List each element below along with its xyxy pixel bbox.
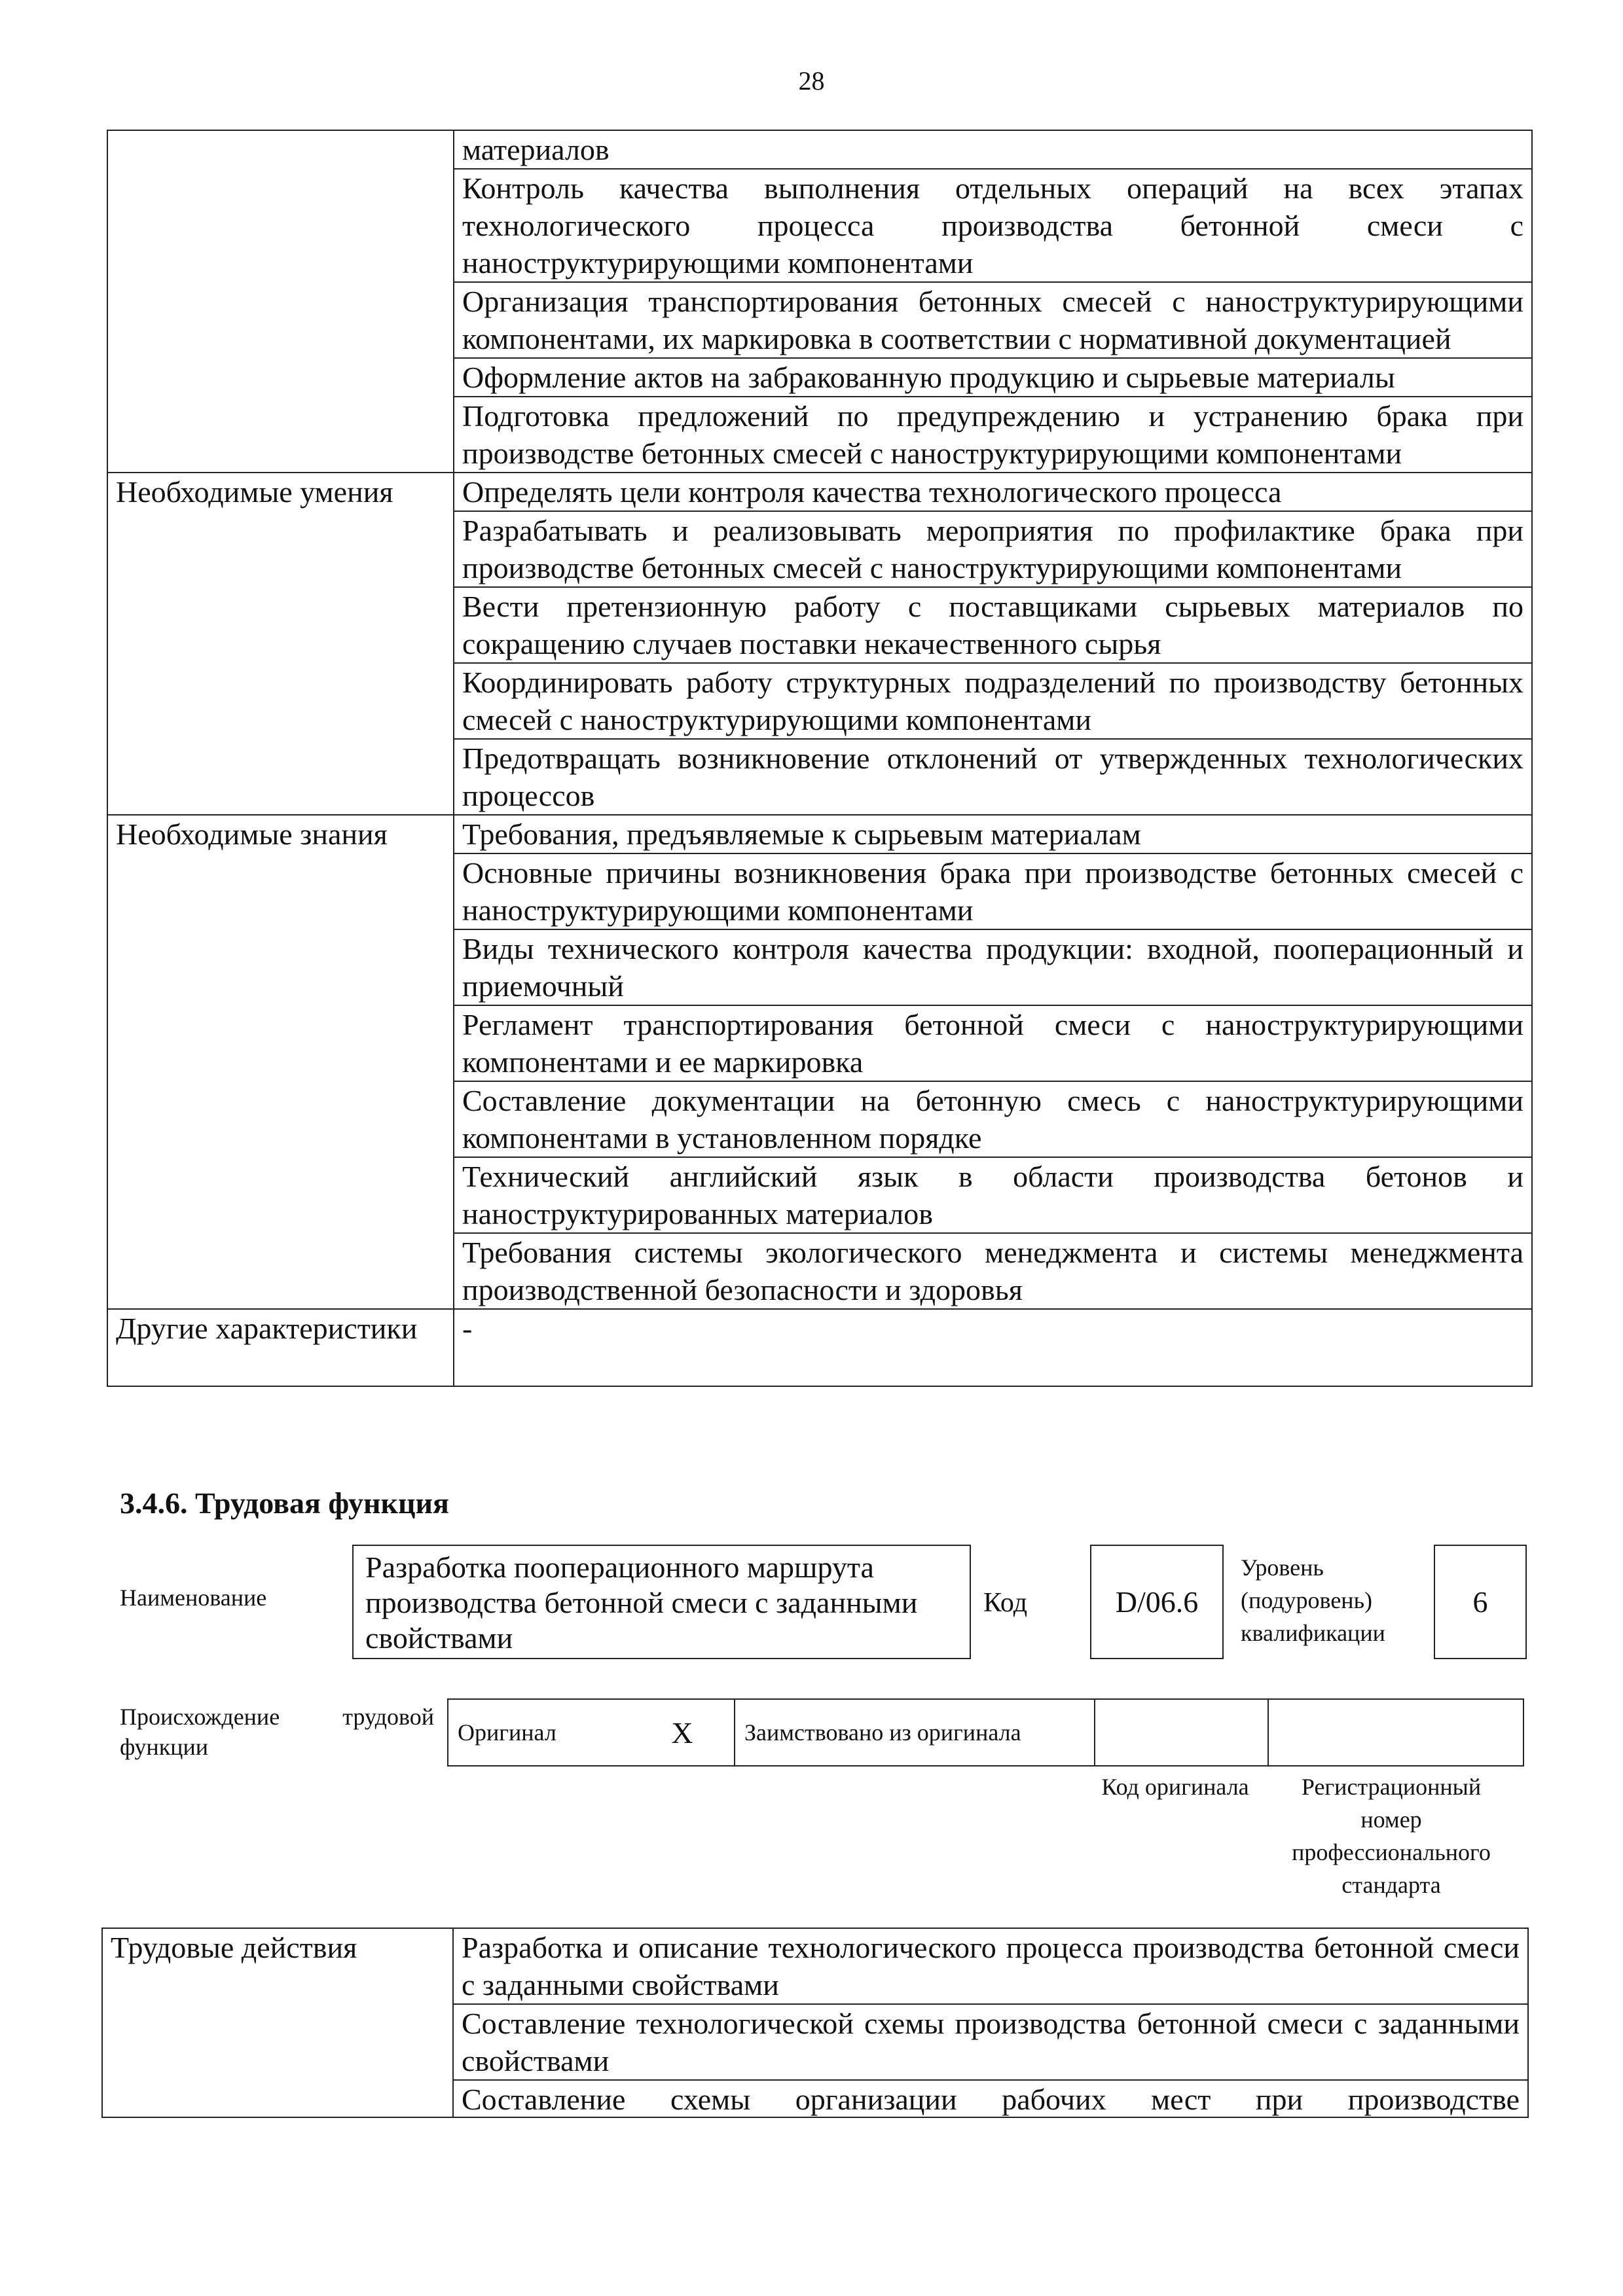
original-code-cell (1095, 1699, 1268, 1766)
table-cell: Контроль качества выполнения отдельных операций на всех этапах технологического процесса производства бетонной смеси с наноструктурирующими компонентами (454, 169, 1532, 282)
function-code-box: D/06.6 (1090, 1545, 1224, 1659)
table-cell: Разработка и описание технологического процесса производства бетонной смеси с заданными свойствами (453, 1928, 1528, 2004)
table-cell: Определять цели контроля качества технологического процесса (454, 473, 1532, 511)
qualification-level-box: 6 (1434, 1545, 1527, 1659)
qualification-level-label: Уровень (подуровень) квалификации (1241, 1554, 1385, 1646)
table-row (107, 130, 1532, 169)
original-label: Оригинал (448, 1699, 630, 1766)
table-cell: Основные причины возникновения брака при производстве бетонных смесей с наноструктурирующими компонентами (454, 853, 1532, 929)
origin-table (447, 1698, 1524, 1767)
original-mark: X (630, 1699, 735, 1766)
table-cell (453, 2080, 1528, 2117)
table-cell: Разрабатывать и реализовывать мероприятия по профилактике брака при производстве бетонных смесей с наноструктурирующими компонентами (454, 511, 1532, 587)
row-label-other: Другие характеристики (107, 1309, 454, 1386)
row-label (107, 130, 454, 473)
row-label-knowledge: Необходимые знания (107, 815, 454, 1309)
table-row (102, 1928, 1528, 2004)
skills-table (107, 130, 1533, 1387)
code-caption: Код оригинала (1101, 1774, 1249, 1800)
function-name-box: Разработка пооперационного маршрута производства бетонной смеси с заданными свойствами (352, 1545, 971, 1659)
row-label-actions: Трудовые действия (102, 1928, 453, 2117)
table-cell: Требования системы экологического менеджмента и системы менеджмента производственной безопасности и здоровья (454, 1233, 1532, 1309)
code-label: Код (983, 1588, 1028, 1618)
registration-number-cell (1268, 1699, 1523, 1766)
table-cell: Составление технологической схемы производства бетонной смеси с заданными свойствами (453, 2004, 1528, 2080)
name-label: Наименование (120, 1585, 267, 1611)
borrowed-label: Заимствовано из оригинала (735, 1699, 1095, 1766)
table-cell: Виды технического контроля качества продукции: входной, пооперационный и приемочный (454, 929, 1532, 1005)
table-row (448, 1699, 1523, 1766)
registration-caption: Регистрационный номер профессионального стандарта (1292, 1774, 1491, 1898)
table-cell: материалов (454, 130, 1532, 169)
table-cell: Вести претензионную работу с поставщиками сырьевых материалов по сокращению случаев поставки некачественного сырья (454, 587, 1532, 663)
table-cell: Оформление актов на забракованную продукцию и сырьевые материалы (454, 358, 1532, 397)
actions-table (101, 1928, 1529, 2118)
table-cell: Предотвращать возникновение отклонений от утвержденных технологических процессов (454, 739, 1532, 815)
origin-label: Происхождение трудовой функции (120, 1704, 434, 1760)
table-cell: Составление документации на бетонную смесь с наноструктурирующими компонентами в установленном порядке (454, 1081, 1532, 1157)
row-label-skills: Необходимые умения (107, 473, 454, 815)
section-heading: 3.4.6. Трудовая функция (120, 1486, 449, 1520)
table-row (107, 1309, 1532, 1386)
table-row (107, 815, 1532, 853)
table-cell: Подготовка предложений по предупреждению и устранению брака при производстве бетонных смесей с наноструктурирующими компонентами (454, 397, 1532, 473)
table-cell: - (454, 1309, 1532, 1386)
table-cell: Координировать работу структурных подразделений по производству бетонных смесей с наноструктурирующими компонентами (454, 663, 1532, 739)
table-cell: Регламент транспортирования бетонной смеси с наноструктурирующими компонентами и ее маркировка (454, 1005, 1532, 1081)
page-number: 28 (798, 66, 825, 96)
table-row (107, 473, 1532, 511)
table-cell: Требования, предъявляемые к сырьевым материалам (454, 815, 1532, 853)
truncated-cell-text: Составление схемы организации рабочих мест при производстве (462, 2083, 1520, 2116)
table-cell: Организация транспортирования бетонных смесей с наноструктурирующими компонентами, их маркировка в соответствии с нормативной документацией (454, 282, 1532, 358)
table-cell: Технический английский язык в области производства бетонов и наноструктурированных материалов (454, 1157, 1532, 1233)
